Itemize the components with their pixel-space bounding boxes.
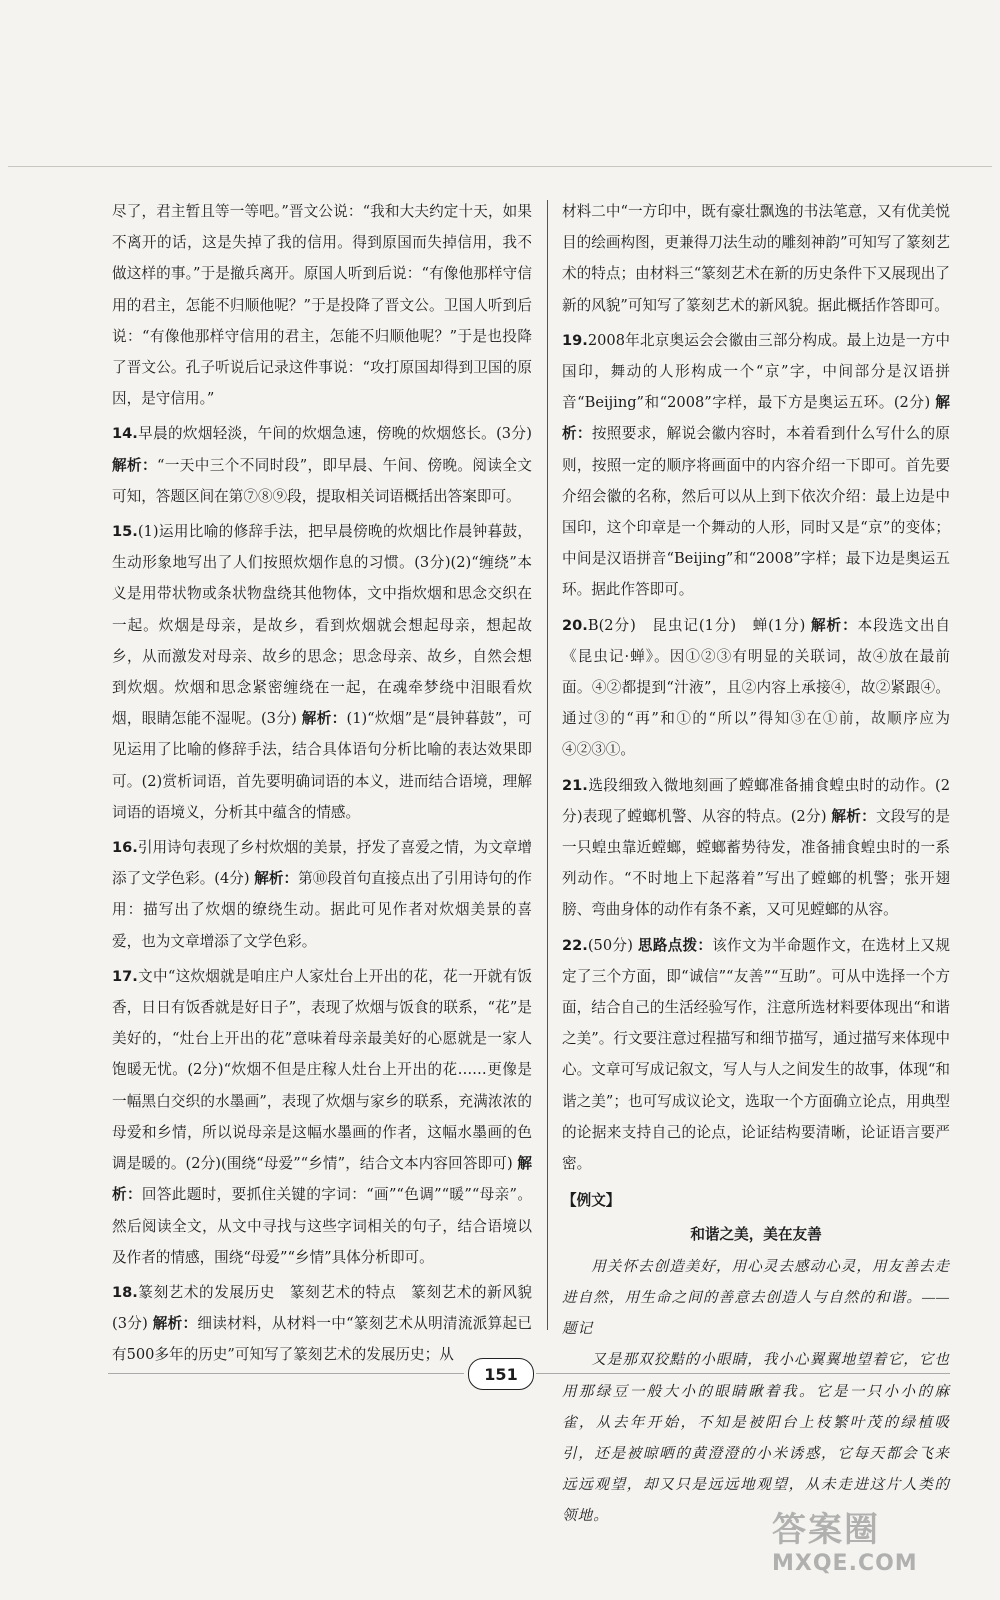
answer-text: 早晨的炊烟轻淡，午间的炊烟急速，傍晚的炊烟悠长。(3分)	[137, 425, 532, 443]
analysis-label: 解析：	[810, 616, 858, 634]
question-number: 18.	[112, 1283, 138, 1301]
analysis-text: 本段选文出自《昆虫记·蝉》。因①②③有明显的关联词，故④放在最前面。④②都提到“汁液”，且②内容上承接④，故②紧跟④。通过③的“再”和①的“所以”得知③在①前，故顺序应为④②③①。	[562, 616, 950, 759]
question-number: 22.	[562, 936, 588, 954]
answer-18	[112, 1277, 532, 1371]
analysis-text: 该作文为半命题作文，在选材上又规定了三个方面，即“诚信”“友善”“互助”。可从中选择一个方面，结合自己的生活经验写作，注意所选材料要体现出“和谐之美”。行文要注意过程描写和细节描写，通过描写来体现中心。文章可写成记叙文，写人与人之间发生的故事，体现“和谐之美”；也可写成议论文，选取一个方面确立论点，用典型的论据来支持自己的论点，论证结构要清晰，论证语言要严密。	[562, 936, 950, 1173]
answer-text: 选段细致入微地刻画了螳螂准备捕食蝗虫时的动作。(2分)表现了螳螂机警、从容的特点。(2分)	[562, 776, 950, 825]
analysis-text: (1)“炊烟”是“晨钟暮鼓”，可见运用了比喻的修辞手法，结合具体语句分析比喻的表达效果即可。(2)赏析词语，首先要明确词语的本义，进而结合语境，理解词语的语境义，分析其中蕴含的情感。	[112, 710, 532, 821]
answer-22	[562, 930, 950, 1180]
example-essay-tag: 【例文】	[562, 1192, 621, 1210]
essay-paragraph: 用关怀去创造美好，用心灵去感动心灵，用友善去走进自然，用生命之间的善意去创造人与自然的和谐。——题记	[562, 1258, 950, 1338]
answer-text: (50分)	[587, 936, 633, 954]
column-divider	[547, 200, 548, 1330]
analysis-label: 解析：	[562, 394, 951, 443]
analysis-label: 解析：	[152, 1315, 198, 1333]
header-rule	[8, 166, 992, 167]
answer-17	[112, 961, 532, 1273]
question-number: 15.	[112, 523, 138, 541]
question-number: 16.	[112, 839, 138, 857]
analysis-label: 解析：	[254, 870, 299, 888]
answer-16	[112, 832, 532, 957]
analysis-label: 解析：	[112, 456, 157, 474]
entry-text: 材料二中“一方印中，既有豪壮飘逸的书法笔意，又有优美悦目的绘画构图，更兼得刀法生动的雕刻神韵”可知写了篆刻艺术的特点；由材料三“篆刻艺术在新的历史条件下又展现出了新的风貌”可知写了篆刻艺术的新风貌。据此概括作答即可。	[562, 203, 950, 314]
analysis-text: 第⑩段首句直接点出了引用诗句的作用：描写出了炊烟的缭绕生动。据此可见作者对炊烟美景的喜爱，也为文章增添了文学色彩。	[112, 870, 532, 950]
answer-text: B(2分) 昆虫记(1分) 蝉(1分)	[587, 616, 806, 634]
page-number: 151	[468, 1358, 534, 1390]
analysis-text: 文段写的是一只蝗虫靠近螳螂，螳螂蓄势待发，准备捕食蝗虫时的一系列动作。“不时地上下起落着”写出了螳螂的机警；张开翅膀、弯曲身体的动作有条不紊，又可见螳螂的从容。	[562, 807, 950, 919]
answer-20	[562, 610, 950, 766]
watermark-url: MXQE.COM	[772, 1551, 918, 1576]
watermark-logo: 答案圈	[772, 1510, 880, 1550]
analysis-text: 回答此题时，要抓住关键的字词：“画”“色调”“暖”“母亲”。然后阅读全文，从文中寻找与这些字词相关的句子，结合语境以及作者的情感，围绕“母爱”“乡情”具体分析即可。	[112, 1186, 532, 1266]
answer-entry	[562, 196, 950, 321]
analysis-text: 细读材料，从材料一中“篆刻艺术从明清流派算起已有500多年的历史”可知写了篆刻艺术的发展历史；从	[112, 1315, 532, 1364]
question-number: 21.	[562, 776, 588, 794]
watermark	[772, 1502, 972, 1582]
analysis-label: 解析：	[112, 1155, 532, 1204]
analysis-label: 思路点拨：	[637, 936, 713, 954]
essay-paragraph: 又是那双狡黠的小眼睛，我小心翼翼地望着它，它也用那绿豆一般大小的眼睛瞅着我。它是一只小小的麻雀，从去年开始，不知是被阳台上枝繁叶茂的绿植吸引，还是被晾晒的黄澄澄的小米诱惑，它每天都会飞来远远观望，却又只是远远地观望，从未走进这片人类的领地。	[562, 1352, 950, 1525]
question-number: 17.	[112, 967, 138, 985]
right-column	[562, 196, 950, 1533]
answer-text: 引用诗句表现了乡村炊烟的美景，抒发了喜爱之情，为文章增添了文学色彩。(4分)	[112, 839, 532, 888]
answer-21	[562, 770, 950, 926]
answer-14	[112, 418, 532, 512]
answer-15	[112, 516, 532, 828]
answer-entry	[112, 196, 532, 414]
analysis-text: 按照要求，解说会徽内容时，本着看到什么写什么的原则，按照一定的顺序将画面中的内容介绍一下即可。首先要介绍会徽的名称，然后可以从上到下依次介绍：最上边是中国印，这个印章是一个舞动的人形，同时又是“京”的变体；中间是汉语拼音“Beijing”和“2008”字样；最下边是奥运五环。据此作答即可。	[562, 425, 950, 599]
answer-text: 篆刻艺术的发展历史 篆刻艺术的特点 篆刻艺术的新风貌(3分)	[112, 1283, 532, 1333]
answer-text: (1)运用比喻的修辞手法，把早晨傍晚的炊烟比作晨钟暮鼓，生动形象地写出了人们按照炊烟作息的习惯。(3分)(2)“缠绕”本义是用带状物或条状物盘绕其他物体，文中指炊烟和思念交织在一起。炊烟是母亲，是故乡，看到炊烟就会想起母亲，想起故乡，从而激发对母亲、故乡的思念；思念母亲、故乡，自然会想到炊烟。炊烟和思念紧密缠绕在一起，在魂牵梦绕中泪眼看炊烟，眼睛怎能不湿呢。(3分)	[112, 523, 532, 728]
answer-text: 文中“这炊烟就是咱庄户人家灶台上开出的花，花一开就有饭香，日日有饭香就是好日子”，表现了炊烟与饭食的联系，“花”是美好的，“灶台上开出的花”意味着母亲最美好的心愿就是一家人饱暖无忧。(2分)“炊烟不但是庄稼人灶台上开出的花……更像是一幅黑白交织的水墨画”，表现了炊烟与家乡的联系，充满浓浓的母爱和乡情，所以说母亲是这幅水墨画的作者，这幅水墨画的色调是暖的。(2分)(围绕“母爱”“乡情”，结合文本内容回答即可)	[112, 967, 532, 1173]
analysis-label: 解析：	[301, 710, 347, 728]
question-number: 19.	[562, 331, 588, 349]
question-number: 20.	[562, 616, 588, 634]
essay-title: 和谐之美，美在友善	[690, 1225, 822, 1243]
footer-rule-right	[536, 1373, 950, 1374]
footer-rule-left	[108, 1373, 464, 1374]
analysis-label: 解析：	[831, 807, 876, 825]
answer-text: 2008年北京奥运会会徽由三部分构成。最上边是一方中国印，舞动的人形构成一个“京”字，中间部分是汉语拼音“Beijing”和“2008”字样，最下方是奥运五环。(2分)	[562, 331, 950, 412]
entry-text: 尽了，君主暂且等一等吧。”晋文公说：“我和大夫约定十天，如果不离开的话，这是失掉了我的信用。得到原国而失掉信用，我不做这样的事。”于是撤兵离开。原国人听到后说：“有像他那样守信用的君主，怎能不归顺他呢？”于是投降了晋文公。卫国人听到后说：“有像他那样守信用的君主，怎能不归顺他呢？”于是也投降了晋文公。孔子听说后记录这件事说：“攻打原国却得到卫国的原因，是守信用。”	[112, 203, 532, 408]
question-number: 14.	[112, 425, 138, 443]
analysis-text: “一天中三个不同时段”，即早晨、午间、傍晚。阅读全文可知，答题区间在第⑦⑧⑨段，提取相关词语概括出答案即可。	[112, 456, 532, 505]
answer-19	[562, 325, 950, 606]
left-column	[112, 196, 532, 1375]
